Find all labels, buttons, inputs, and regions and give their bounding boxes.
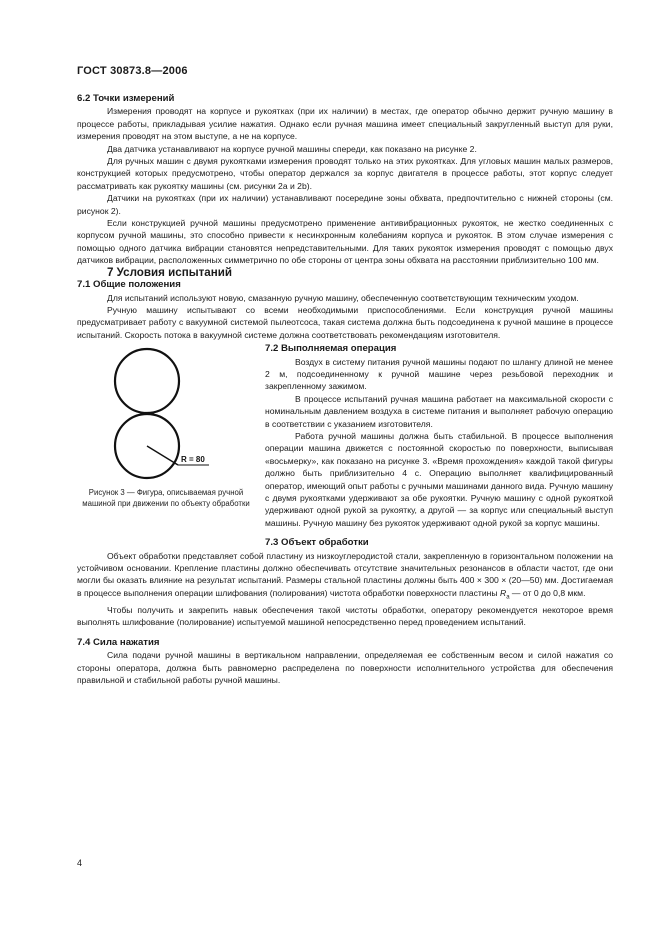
paragraph: Датчики на рукоятках (при их наличии) устанавливают посередине зоны обхвата, предпочтительно с нижней стороны (см. рисунок 2). (77, 193, 613, 216)
paragraph: В процессе испытаний ручная машина работает на максимальной скорости с номинальным давлением воздуха в системе питания и выполняет рабочую операцию в соответствии с указанием изготовителя. (265, 393, 613, 429)
page-content (77, 93, 613, 686)
paragraph: Воздух в систему питания ручной машины подают по шлангу длиной не менее 2 м, подсоединенному к ручной машине через резьбовой переходник и закрепленному зажимом. (265, 356, 613, 392)
radius-label: R = 80 (181, 455, 205, 465)
paragraph: Измерения проводят на корпусе и рукоятках (при их наличии) в местах, где оператор обычно держит ручную машину в процессе работы, прикладывая усилие нажатия. Однако если ручная машина имеет специальный закругленный выступ для руки, измерения проводят на этом выступе, а не на корпусе. (77, 106, 613, 142)
upper-circle (115, 349, 179, 413)
section-7-4-heading: 7.4 Сила нажатия (77, 636, 160, 648)
page-number: 4 (77, 858, 83, 868)
paragraph: Если конструкцией ручной машины предусмотрено применение антивибрационных рукояток, не жестко соединенных с корпусом ручной машины, это способно привести к несинхронным колебаниям корпуса и рукояток. В этом случае измерения с помощью одного датчика вибрации становятся непредставительными. Для таких рукояток измерения проводят с помощью двух датчиков вибрации, расположенных симметрично по обе стороны от центра зоны обхвата на расстоянии приблизительно 100 мм. (77, 218, 613, 266)
figure-caption: Рисунок 3 — Фигура, описываемая ручной машиной при движении по объекту обработки (82, 488, 250, 509)
section-7-heading: 7 Условия испытаний (107, 265, 232, 279)
ra-subscript: a (506, 594, 510, 601)
paragraph-text: Объект обработки представляет собой пластину из низкоуглеродистой стали, закрепленную в горизонтальном положении на устойчивом основании. Крепление пластины должно обеспечивать отсутствие значительных резонансов в области частот, где они могли бы оказать влияние на результат испытаний. Размеры стальной пластины должны быть 400 × 300 × (20—50) мм. Достигаемая в процессе выполнения операции шлифования (полирования) чистота обработки поверхности пластины (77, 550, 613, 598)
figure-3 (77, 345, 255, 541)
section-7-1-heading: 7.1 Общие положения (77, 279, 181, 291)
paragraph: Для ручных машин с двумя рукоятками измерения проводят только на этих рукоятках. Для угловых машин малых размеров, конструкцией которых предусмотрено, чтобы оператор держался за корпус двигателя в процессе работы, этот корпус следует рассматривать как рукоятку машины (см. рисунки 2a и 2b). (77, 156, 613, 191)
paragraph: Чтобы получить и закрепить навык обеспечения такой чистоты обработки, оператору рекомендуется некоторое время выполнять шлифование (полирование) испытуемой машиной непосредственно перед проведением испытаний. (77, 604, 613, 628)
paragraph: Работа ручной машины должна быть стабильной. В процессе выполнения операции машина движется с постоянной скоростью по поверхности, выписывая «восьмерку», как показано на рисунке 3. «Время прохождения» каждой такой фигуры должно быть приблизительно 4 с. Операцию выполняет квалифицированный оператор, имеющий опыт работы с ручными машинами данного вида. Ручную машину с двумя рукоятками удерживают за обе рукоятки. Ручную машину с одной рукояткой удерживают одной рукой за рукоятку, а другой — за корпус или специальный выступ машины. Ручную машину без рукояток удерживают одной рукой за корпус машины. (265, 430, 613, 528)
paragraph (77, 550, 613, 604)
document-header: ГОСТ 30873.8—2006 (77, 65, 188, 77)
ra-symbol: R (499, 587, 507, 598)
radius-line (147, 446, 178, 465)
paragraph: Ручную машину испытывают со всеми необходимыми приспособлениями. Если конструкция ручной машины предусматривает работу с вакуумной системой пылеотсоса, такая система должна быть подсоединена к ручной машине в процессе испытаний. Скорость потока в вакуумной системе должна соответствовать рекомендациям изготовителя. (77, 304, 613, 340)
paragraph: Для испытаний используют новую, смазанную ручную машину, обеспеченную соответствующим техническим уходом. (107, 292, 579, 303)
paragraph: Два датчика устанавливают на корпусе ручной машины спереди, как показано на рисунке 2. (107, 143, 477, 154)
figure-eight-drawing (101, 347, 231, 487)
section-7-2-heading: 7.2 Выполняемая операция (265, 343, 397, 355)
section-6-2-heading: 6.2 Точки измерений (77, 93, 175, 104)
paragraph-text: — от 0 до 0,8 мкм. (511, 587, 586, 598)
section-7-3-heading: 7.3 Объект обработки (265, 537, 369, 549)
paragraph: Сила подачи ручной машины в вертикальном направлении, определяемая ее собственным весом и силой нажатия со стороны оператора, должна быть равномерно распределена по поверхности исполнительного устройства для обеспечения правильной и стабильной работы ручной машины. (77, 650, 613, 685)
